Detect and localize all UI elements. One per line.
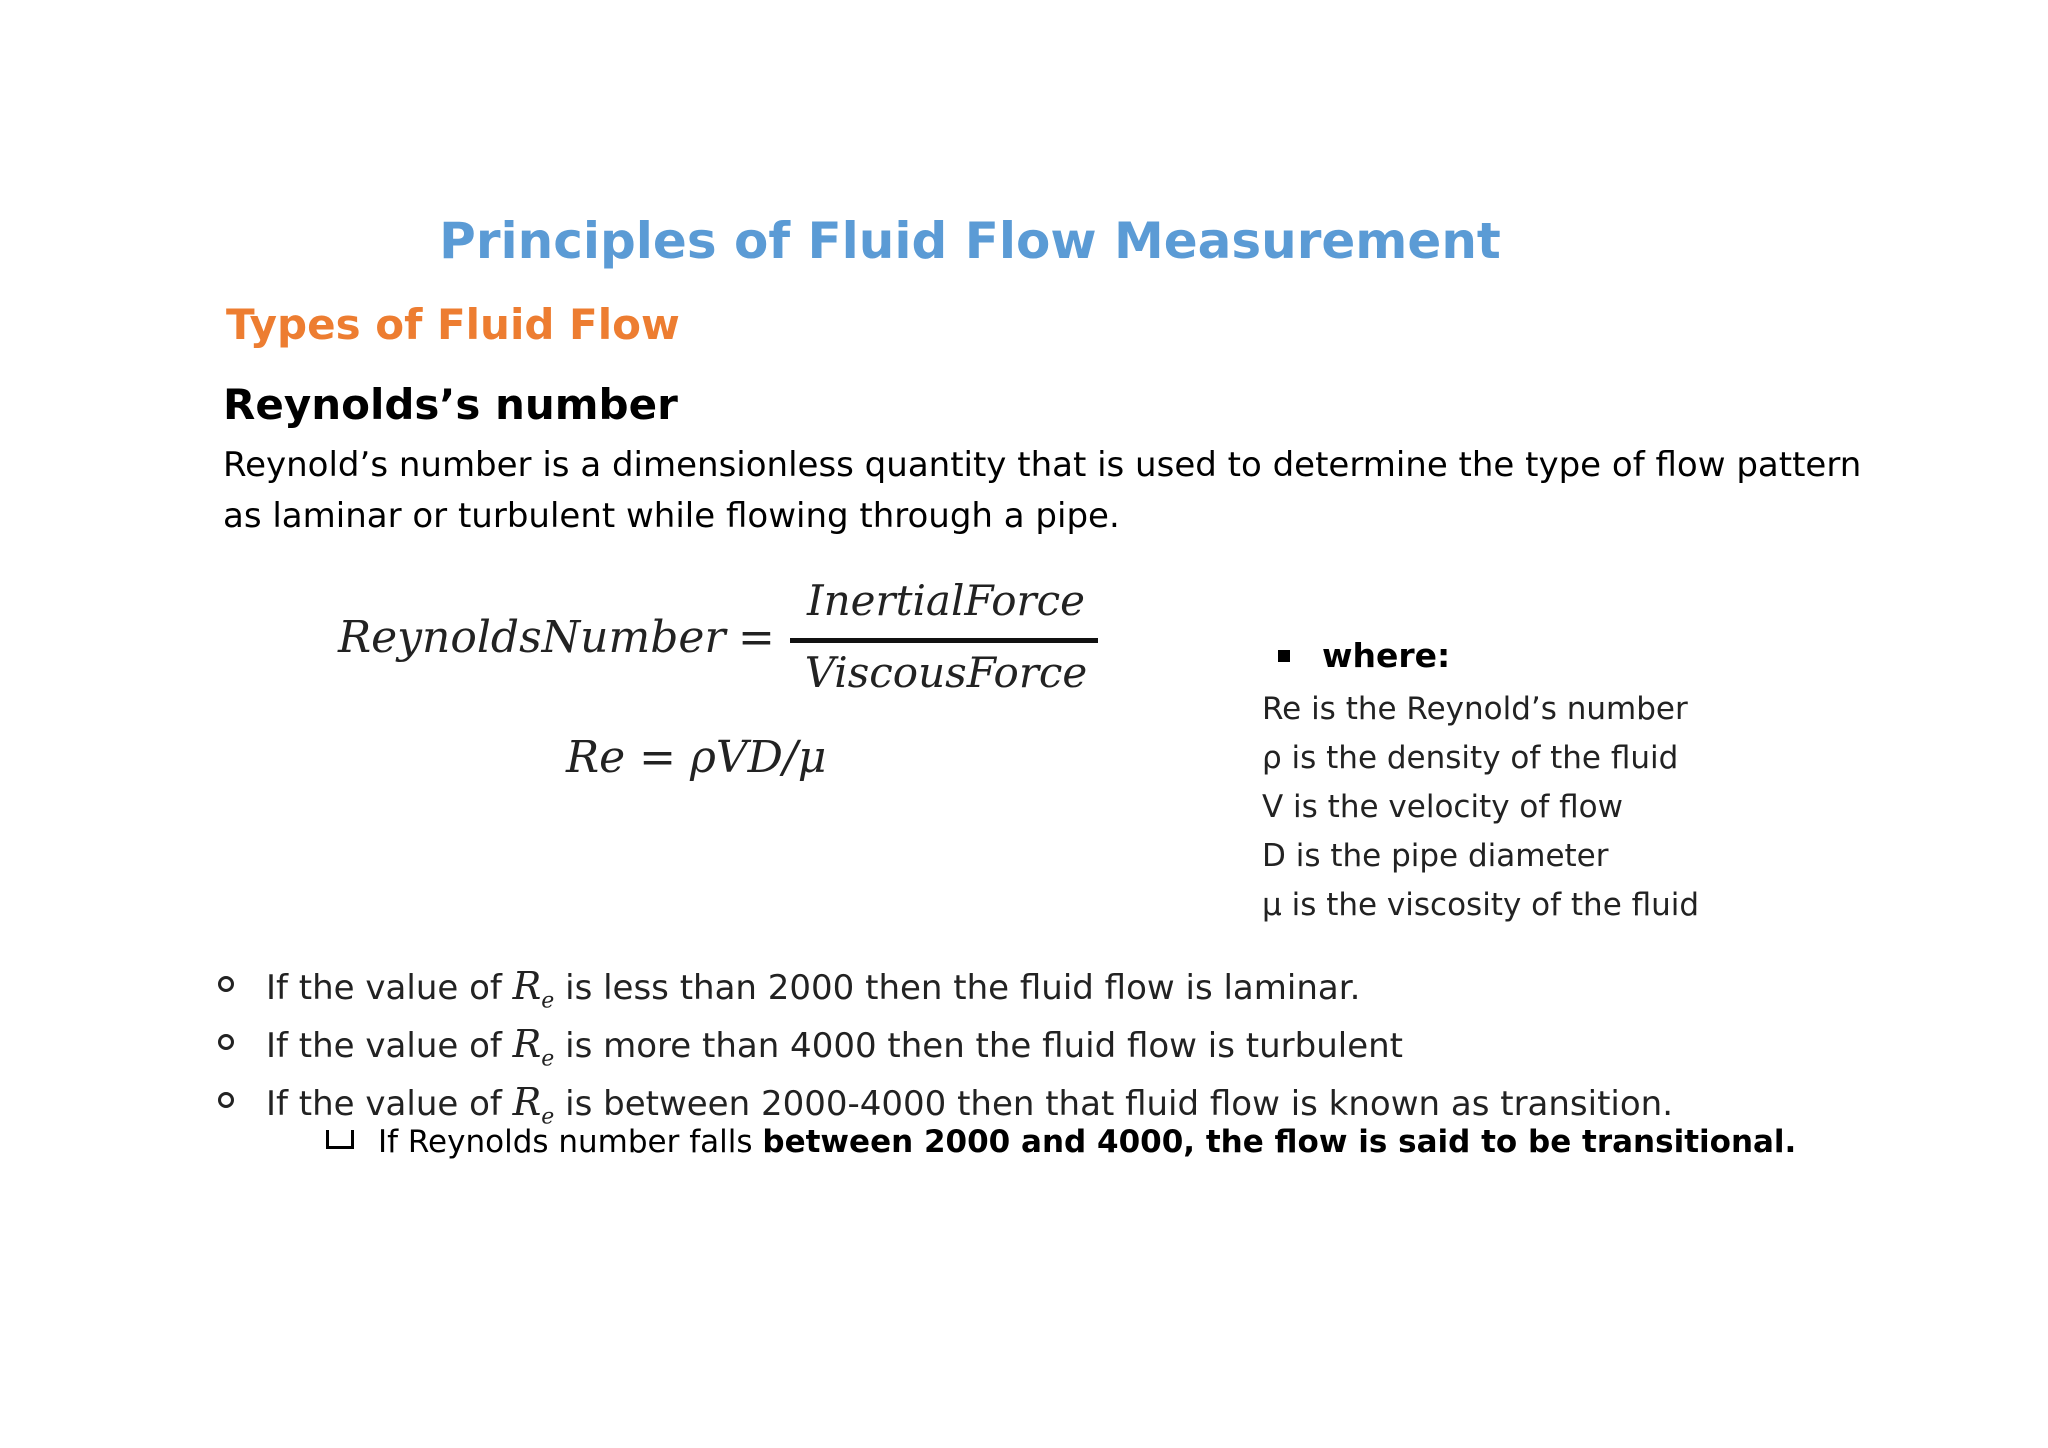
definition-velocity: V is the velocity of flow [1262,789,1623,825]
fraction-bar [790,638,1098,643]
circle-bullet-icon [218,976,234,992]
open-box-bullet-icon [326,1130,354,1149]
section-subtitle: Types of Fluid Flow [226,300,680,349]
formula-lhs: ReynoldsNumber [338,612,726,663]
circle-bullet-icon [218,1034,234,1050]
definition-density: ρ is the density of the fluid [1262,740,1679,776]
definition-re: Re is the Reynold’s number [1262,691,1688,727]
definition-viscosity: μ is the viscosity of the fluid [1262,887,1700,923]
description-paragraph [223,440,1861,542]
formula-numerator: InertialForce [807,576,1085,625]
variable-definitions [1262,688,1699,933]
transitional-note: If Reynolds number falls between 2000 and 4000, the flow is said to be transitional. [326,1124,1796,1160]
circle-bullet-icon [218,1092,234,1108]
reynolds-formula: Re = ρVD/μ [566,732,827,783]
condition-transition: If the value of $R_e$ is between 2000-4000 then that fluid flow is known as transition. [218,1080,1673,1130]
where-label: where: [1322,636,1451,675]
formula-denominator: ViscousForce [804,648,1088,697]
condition-laminar: If the value of $R_e$ is less than 2000 then the fluid flow is laminar. [218,964,1360,1014]
page-title: Principles of Fluid Flow Measurement [439,212,1501,270]
description-line-1: Reynold’s number is a dimensionless quantity that is used to determine the type of flow pattern [223,445,1862,485]
definition-diameter: D is the pipe diameter [1262,838,1609,874]
formula-equals: = [738,612,775,663]
square-bullet-icon [1278,650,1290,662]
description-line-2: as laminar or turbulent while flowing through a pipe. [223,496,1120,536]
condition-turbulent: If the value of $R_e$ is more than 4000 then the fluid flow is turbulent [218,1022,1403,1072]
section-heading: Reynolds’s number [223,380,678,429]
